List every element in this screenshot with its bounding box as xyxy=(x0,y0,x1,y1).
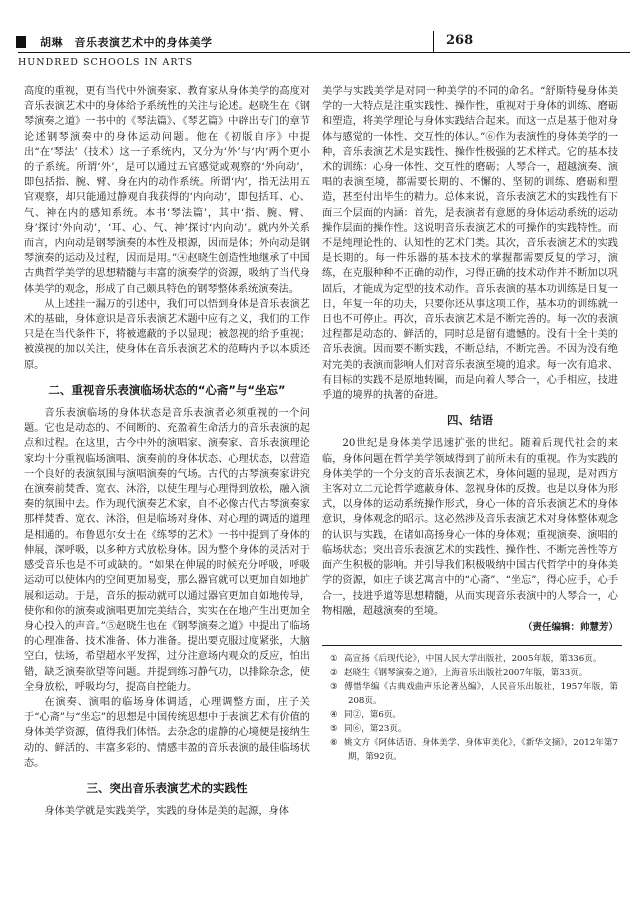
footnote xyxy=(322,680,618,708)
paragraph: 音乐表演临场的身体状态是音乐表演者必须重视的一个问题。它也是动态的、不间断的、充盈着生命活力的音乐表演的起点和过程。在这里，古今中外的演唱家、演奏家、音乐表演理论家均十分重视临场演唱、演奏前的身体状态、心理状态，以营造一个良好的表演氛围与演唱演奏的气场。古代的古琴演奏家讲究在演奏前焚香、宽衣、沐浴，以使生理与心理得到放松，融入演奏的氛围中去。作为现代演奏艺术家，自不必像古代古琴演奏家那样焚香、宽衣、沐浴，但是临场对身体、对心理的调适的道理是相通的。布鲁恩尔女士在《练琴的艺术》一书中提到了身体的伸展，深呼吸，以多种方式放松身体。因为整个身体的灵活对于感受音乐也是不可或缺的。“如果在伸展的时候充分呼吸，呼吸运动可以使体内的空间更加易变，那么器官就可以更加自如地扩展和运动。于是，音乐的振动就可以通过器官更加自如地传导，使你和你的演奏或演唱更加完美结合，实实在在地产生出更加全身心投入的声音。”⑤赵晓生也在《钢琴演奏之道》中提出了临场的心理准备、技术准备、体力准备。提出要克服过度紧张，大脑空白，怯场，希望超水平发挥，过分注意场内观众的反应，怕出错，缺乏演奏欲望等问题。并提到练习静气功，以排除杂念，使全身放松，呼吸均匀，提高自控能力。 xyxy=(24,408,310,693)
footnote-number: ⑥ xyxy=(330,738,338,749)
footnote-number: ③ xyxy=(330,682,338,693)
footnote-text: 高宣扬《后现代论》，中国人民大学出版社，2005年版，第336页。 xyxy=(344,654,602,665)
journal-name: HUNDRED SCHOOLS IN ARTS xyxy=(18,57,194,68)
footnote-text: 同②，第6页。 xyxy=(344,710,402,721)
page-header xyxy=(0,0,643,72)
footnote xyxy=(322,708,618,722)
footnote xyxy=(322,722,618,736)
paragraph: 美学与实践美学是对同一种美学的不同的命名。“舒斯特曼身体美学的一大特点是注重实践性、操作性，重视对于身体的训练、磨砺和塑造，将美学理论与身体实践结合起来。而这一点是基于他对身体与感觉的一体性、交互性的体认。”⑥作为表演性的身体美学的一种，音乐表演艺术是实践性、操作性极强的艺术样式。它的基本技术的训练：心身一体性、交互性的磨砺；人琴合一，超越演奏、演唱的表演至境，都需要长期的、不懈的、坚韧的训练、磨砺和塑造，甚至付出毕生的精力。总体来说，音乐表演艺术的实践性有下面三个层面的内涵：首先，是表演者有意愿的身体运动系统的运动操作层面的操作性。这说明音乐表演艺术的可操作的实践特性。而不是纯理论性的、认知性的艺术门类。其次，音乐表演艺术的实践是长期的。每一件乐器的基本技术的掌握都需要反复的学习，演练，在克服种种不正确的动作，习得正确的技术动作并不断加以巩固后，才能成为定型的技术动作。音乐表演的基本功训练是日复一日，年复一年的功夫，只要你还从事这项工作，基本功的训练就一日也不可停止。再次，音乐表演艺术是不断完善的。每一次的表演过程都是动态的、鲜活的，同时总是留有遗憾的。没有十全十美的音乐表演。因而要不断实践，不断总结，不断完善。不因为没有绝对完美的表演而影响人们对音乐表演至境的追求。每一次有追求、有目标的实践不是原地转圈，而是向着人琴合一，心手相应，技进乎道的境界的执著的奋进。 xyxy=(322,86,618,402)
paragraph: 从上述挂一漏万的引述中，我们可以悟到身体是音乐表演艺术的基础，身体意识是音乐表演艺术题中应有之义，我们的工作只是在当代条件下，将被遮蔽的予以显现；被忽视的给予重视；被漠视的加以关注，使身体在音乐表演艺术的范畴内予以本质还原。 xyxy=(24,298,310,371)
footnote-text: 赵晓生《钢琴演奏之道》，上海音乐出版社2007年版，第33页。 xyxy=(344,668,588,679)
section-heading: 二、重视音乐表演临场状态的“心斋”与“坐忘” xyxy=(48,382,286,397)
footnote-text: 姚文方《阿体话语、身体美学、身体审美化》，《新华文摘》，2012年第7期，第92页。 xyxy=(344,738,618,763)
left-column xyxy=(24,84,310,819)
footnote-text: 同⑥，第23页。 xyxy=(344,724,407,735)
page-number: 268 xyxy=(446,33,474,48)
paragraph: 高度的重视，更有当代中外演奏家、教育家从身体美学的高度对音乐表演艺术中的身体给予系统性的关注与论述。赵晓生在《钢琴演奏之道》一书中的《琴法篇》、《琴艺篇》中辟出专门的章节论述钢琴演奏中的身体运动问题。他在《初版自序》中提出“在‘琴法’（技术）这一子系统内，又分为‘外’与‘内’两个更小的子系统。所谓‘外’，是可以通过五官感觉或观察的‘外向动’，即包括指、腕、臂、身在内的动作系统。所谓‘内’，指无法用五官观察，却只能通过静观自我获得的‘内向动’，即包括耳、心、气、神在内的感知系统。本书‘琴法篇’，其中‘指、腕、臂、身’探讨‘外向动’，‘耳、心、气、神’探讨‘内向动’。就内外关系而言，内向动是钢琴演奏的本性及根源，因而是体；外向动是钢琴演奏的运动及过程，因而是用。”④赵晓生创造性地继承了中国古典哲学美学的思想精髓与丰富的演奏学的资源，吸纳了当代身体美学的观念，形成了自己颇具特色的钢琴整体系统演奏法。 xyxy=(24,86,310,295)
paragraph: 在演奏、演唱的临场身体调适，心理调整方面，庄子关于“心斋”与“坐忘”的思想是中国传统思想中于表演艺术有价值的身体美学资源，值得我们体悟。去杂念的虚静的心境便是接纳生动的、鲜活的、丰富多彩的、情感丰盈的音乐表演的最佳临场状态。 xyxy=(24,696,310,769)
footnote-number: ④ xyxy=(330,710,338,721)
corner-mark xyxy=(16,36,26,48)
section-heading: 三、突出音乐表演艺术的实践性 xyxy=(86,780,248,795)
running-title: 胡琳 音乐表演艺术中的身体美学 xyxy=(40,36,213,49)
header-rule xyxy=(18,52,630,53)
footnote-rule xyxy=(322,645,622,646)
header-divider-vertical xyxy=(433,31,434,53)
footnote xyxy=(322,666,618,680)
paragraph: 20世纪是身体美学迅速扩张的世纪。随着后现代社会的来临，身体问题在哲学美学领域得到了前所未有的重视。作为实践的身体美学的一个分支的音乐表演艺术，身体问题的显现，是对西方主客对立二元论哲学遮蔽身体、忽视身体的反拨。也是以身体为形式，以身体的运动系统操作形式，身心一体的音乐表演艺术的身体意识，身体观念的昭示。这必然涉及音乐表演艺术对身体整体观念的认识与实践，在诸如高扬身心一体的身体观；重视演奏、演唱的临场状态；突出音乐表演艺术的实践性、操作性、不断完善性等方面产生积极的影响。并引导我们积极吸纳中国古代哲学中的身体美学的资源，如庄子谈艺寓言中的“心斋”、“坐忘”，得心应手，心手合一，技进乎道等思想精髓，从而实现音乐表演中的人琴合一，心物相融，超越演奏的至境。 xyxy=(322,438,618,617)
footnote xyxy=(322,652,618,666)
footnote-number: ① xyxy=(330,654,338,665)
footnote-list xyxy=(322,652,618,764)
footnote-number: ② xyxy=(330,668,338,679)
section-heading: 四、结语 xyxy=(447,413,493,428)
right-column xyxy=(322,84,618,764)
paragraph: 身体美学就是实践美学，实践的身体是美的起源，身体 xyxy=(44,806,289,818)
footnote xyxy=(322,736,618,764)
responsible-editor: （责任编辑：帅慧芳） xyxy=(522,621,618,633)
footnote-text: 傅惜华编《古典戏曲声乐论著丛编》，人民音乐出版社，1957年版，第208页。 xyxy=(344,682,618,707)
footnote-number: ⑤ xyxy=(330,724,338,735)
